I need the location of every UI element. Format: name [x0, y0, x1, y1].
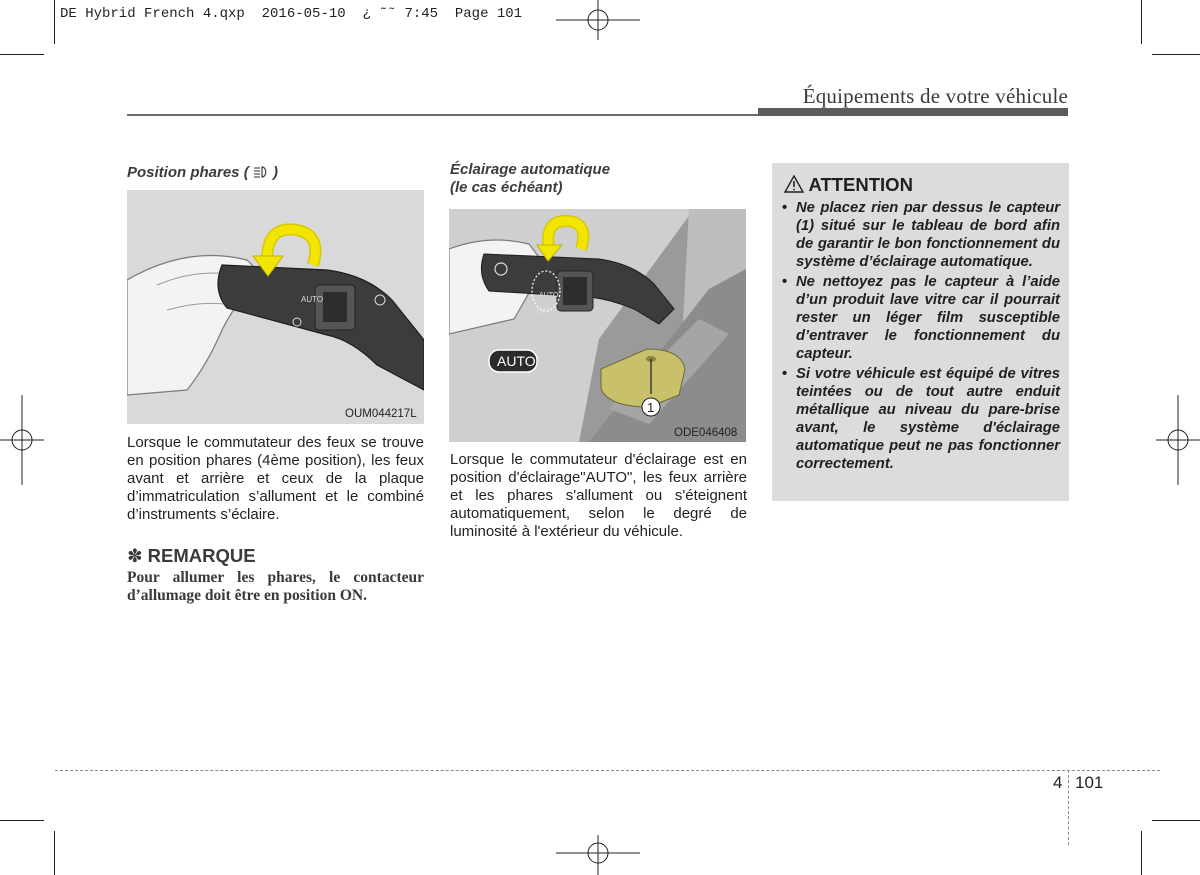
auto-tag-label: AUTO: [497, 353, 536, 369]
crop-mark: [0, 820, 44, 821]
switch-auto-label: AUTO: [539, 292, 559, 299]
figure-code-2: ODE046408: [674, 427, 738, 439]
warning-triangle-icon: [784, 175, 804, 193]
registration-mark-right: [1156, 395, 1200, 485]
figure-auto-light: [449, 209, 746, 442]
footer-dashed-rule: [55, 770, 1160, 771]
switch-off-label: OFF: [537, 308, 551, 315]
attention-list: [782, 199, 1060, 473]
header-rule-thick: [758, 108, 1068, 116]
crop-mark: [1141, 0, 1142, 44]
col1-body: Lorsque le commutateur des feux se trouve en position phares (4ème position), les feux avant et arrière et ceux de la plaque d’immatriculation s’allument et le combiné d’instruments s’éclaire.: [127, 434, 424, 523]
figure-code-1: OUM044217L: [345, 408, 417, 420]
crop-mark: [1152, 820, 1200, 821]
attention-header: [784, 174, 913, 196]
registration-mark-bottom: [556, 835, 640, 875]
print-slug: DE Hybrid French 4.qxp 2016-05-10 ¿ ˜˜ 7:45 Page 101: [60, 6, 523, 22]
auto-light-illustration: [449, 209, 746, 442]
col2-subheading: [450, 161, 750, 197]
crop-mark: [1141, 831, 1142, 875]
attention-item: • Si votre véhicule est équipé de vitres teintées ou de tout autre enduit métallique au niveau du pare-brise avant, le système d'éclairage automatique peut ne pas fonctionner correctement.: [782, 365, 1060, 473]
crop-mark: [54, 831, 55, 875]
remarque-text: Pour allumer les phares, le contacteur d’allumage doit être en position ON.: [127, 569, 424, 604]
registration-mark-left: [0, 395, 44, 485]
col2-subheading-line2: (le cas échéant): [450, 179, 563, 196]
col2-body: Lorsque le commutateur d'éclairage est en position d'éclairage"AUTO", les feux arrière et les phares s'allument ou s'éteignent automatiquement, selon le degré de luminosité à l'extérieur du véhicule.: [450, 451, 747, 540]
crop-mark: [1152, 54, 1200, 55]
attention-title: ATTENTION: [808, 174, 913, 195]
attention-item: • Ne nettoyez pas le capteur à l’aide d’un produit lave vitre car il pourrait rester un léger film susceptible d’entraver le fonctionnement du capteur.: [782, 273, 1060, 363]
attention-box: [772, 163, 1069, 501]
sensor-callout-number: 1: [647, 400, 655, 415]
attention-item: • Ne placez rien par dessus le capteur (1) situé sur le tableau de bord afin de garantir le bon fonctionnement du système d’éclairage automatique.: [782, 199, 1060, 271]
header-rule: [127, 114, 758, 116]
figure-headlamp-switch: [127, 190, 424, 424]
headlamp-icon: [253, 165, 269, 179]
remarque-heading: ✽ REMARQUE: [127, 545, 256, 566]
page-number: 101: [1075, 773, 1104, 792]
stalk-illustration: [127, 190, 424, 424]
col2-subheading-line1: Éclairage automatique: [450, 161, 611, 178]
col1-subheading-prefix: Position phares (: [127, 164, 249, 181]
crop-mark: [0, 54, 44, 55]
footer-dashed-divider: [1068, 770, 1069, 845]
crop-mark: [54, 0, 55, 44]
section-header-title: Équipements de votre véhicule: [802, 84, 1068, 108]
col1-subheading: [127, 164, 427, 182]
registration-mark-top: [556, 0, 640, 40]
chapter-number: 4: [1053, 773, 1063, 792]
svg-text:AUTO: AUTO: [301, 295, 324, 304]
col1-subheading-suffix: ): [273, 164, 279, 181]
